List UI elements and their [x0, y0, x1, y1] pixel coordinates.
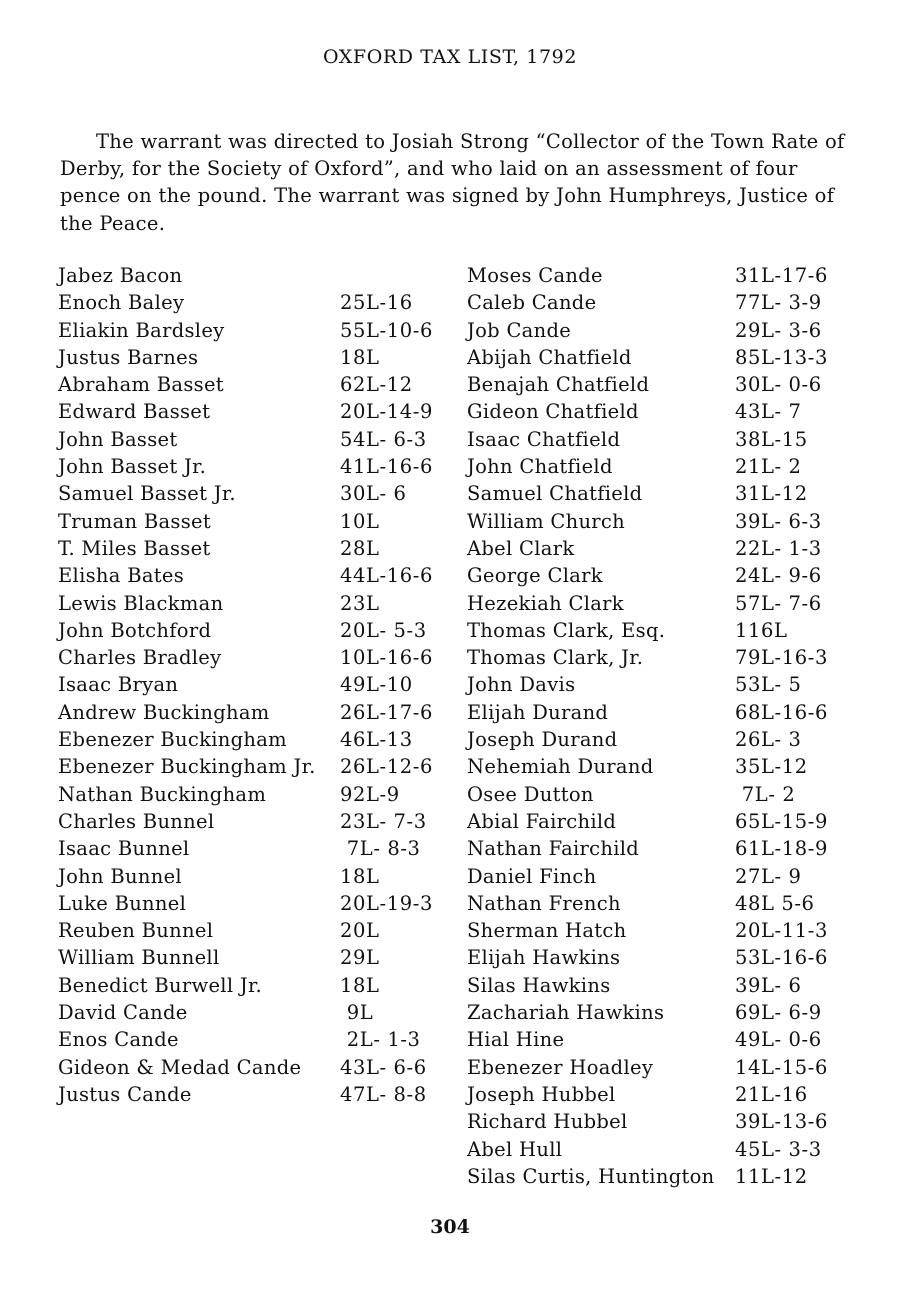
taxpayer-name: Lewis Blackman — [58, 591, 224, 615]
tax-entry-row — [58, 535, 468, 562]
tax-amount: 11L-12 — [735, 1164, 808, 1188]
taxpayer-name: John Chatfield — [467, 455, 613, 479]
tax-entry-row — [467, 317, 867, 344]
tax-entry-row — [58, 289, 468, 316]
tax-amount: 18L — [340, 973, 380, 997]
tax-amount: 46L-13 — [340, 728, 413, 752]
tax-amount: 68L-16-6 — [735, 700, 828, 724]
tax-amount: 23L- 7-3 — [340, 809, 427, 833]
tax-amount: 2L- 1-3 — [340, 1028, 421, 1052]
tax-entry-row — [58, 644, 468, 671]
tax-entry-row — [58, 1026, 468, 1053]
tax-entry-row — [58, 453, 468, 480]
tax-entry-row — [467, 972, 867, 999]
tax-amount: 20L-14-9 — [340, 400, 433, 424]
tax-entry-row — [467, 699, 867, 726]
taxpayer-name: T. Miles Basset — [58, 536, 211, 560]
tax-amount: 18L — [340, 864, 380, 888]
taxpayer-name: Jabez Bacon — [58, 264, 183, 287]
tax-amount: 18L — [340, 345, 380, 369]
taxpayer-name: Nathan French — [467, 891, 621, 915]
tax-amount: 41L-16-6 — [340, 455, 433, 479]
tax-amount: 53L-16-6 — [735, 946, 828, 970]
tax-entry-row — [58, 1081, 468, 1108]
tax-entry-row — [467, 999, 867, 1026]
tax-amount: 55L-10-6 — [340, 318, 433, 342]
tax-entry-row — [58, 480, 468, 507]
taxpayer-name: John Botchford — [58, 618, 212, 642]
taxpayer-name: Caleb Cande — [467, 291, 597, 315]
tax-entry-row — [467, 781, 867, 808]
taxpayer-name: Charles Bunnel — [58, 809, 215, 833]
tax-amount: 92L-9 — [340, 782, 400, 806]
tax-entry-row — [467, 562, 867, 589]
tax-amount: 10L-16-6 — [340, 646, 433, 670]
tax-entry-row — [58, 562, 468, 589]
tax-entry-row — [467, 344, 867, 371]
taxpayer-name: Benedict Burwell Jr. — [58, 973, 262, 997]
taxpayer-name: Eliakin Bardsley — [58, 318, 225, 342]
taxpayer-name: Hial Hine — [467, 1028, 565, 1052]
tax-amount: 69L- 6-9 — [735, 1001, 822, 1025]
taxpayer-name: Joseph Hubbel — [467, 1082, 616, 1106]
taxpayer-name: Ebenezer Buckingham Jr. — [58, 755, 316, 779]
tax-entry-row — [58, 726, 468, 753]
tax-amount: 26L- 3 — [735, 728, 802, 752]
tax-amount: 35L-12 — [735, 755, 808, 779]
tax-entry-row — [467, 617, 867, 644]
tax-entry-row — [467, 890, 867, 917]
tax-entry-row — [467, 944, 867, 971]
tax-entry-row — [467, 289, 867, 316]
taxpayer-name: Abial Fairchild — [467, 809, 617, 833]
tax-amount: 54L- 6-3 — [340, 427, 427, 451]
taxpayer-name: Elijah Durand — [467, 700, 609, 724]
tax-entry-row — [58, 808, 468, 835]
tax-amount: 21L-16 — [735, 1082, 808, 1106]
tax-entry-row — [58, 262, 468, 289]
intro-paragraph: The warrant was directed to Josiah Strong “Collector of the Town Rate of Derby, for the Society of Oxford”, and who laid on an assessment of four pence on the pound. The warrant was signed by John Humphreys, Justice of the Peace. — [60, 130, 845, 235]
tax-entry-row — [467, 398, 867, 425]
taxpayer-name: Isaac Bunnel — [58, 837, 190, 861]
tax-amount: 26L-17-6 — [340, 700, 433, 724]
tax-entry-row — [467, 1054, 867, 1081]
tax-entry-row — [58, 508, 468, 535]
taxpayer-name: Elisha Bates — [58, 564, 185, 588]
tax-entry-row — [58, 344, 468, 371]
tax-amount: 29L- 3-6 — [735, 318, 822, 342]
tax-entry-row — [58, 617, 468, 644]
tax-entry-row — [58, 371, 468, 398]
taxpayer-name: Isaac Chatfield — [467, 427, 621, 451]
tax-entry-row — [58, 1054, 468, 1081]
tax-entry-row — [467, 1136, 867, 1163]
tax-amount: 7L- 2 — [735, 782, 796, 806]
taxpayer-name: Abijah Chatfield — [467, 345, 632, 369]
taxpayer-name: Samuel Chatfield — [467, 482, 643, 506]
tax-entry-row — [467, 508, 867, 535]
tax-entry-row — [467, 426, 867, 453]
taxpayer-name: Enos Cande — [58, 1028, 179, 1052]
tax-entry-row — [467, 1081, 867, 1108]
taxpayer-name: Isaac Bryan — [58, 673, 179, 697]
taxpayer-name: Enoch Baley — [58, 291, 185, 315]
tax-entry-row — [467, 835, 867, 862]
tax-entry-row — [467, 262, 867, 289]
taxpayer-name: Luke Bunnel — [58, 891, 187, 915]
tax-amount: 47L- 8-8 — [340, 1082, 427, 1106]
taxpayer-name: Daniel Finch — [467, 864, 597, 888]
taxpayer-name: Thomas Clark, Esq. — [467, 618, 666, 642]
tax-amount: 49L-10 — [340, 673, 413, 697]
tax-entry-row — [58, 753, 468, 780]
tax-amount: 49L- 0-6 — [735, 1028, 822, 1052]
taxpayer-name: Sherman Hatch — [467, 919, 627, 943]
tax-entry-row — [467, 535, 867, 562]
tax-amount: 27L- 9 — [735, 864, 802, 888]
taxpayer-name: Justus Cande — [58, 1082, 192, 1106]
tax-entry-row — [58, 863, 468, 890]
tax-entry-row — [467, 1108, 867, 1135]
tax-amount: 20L- 5-3 — [340, 618, 427, 642]
tax-entry-row — [58, 426, 468, 453]
tax-entry-row — [58, 317, 468, 344]
tax-amount: 23L — [340, 591, 380, 615]
tax-amount: 29L — [340, 946, 380, 970]
taxpayer-name: John Davis — [467, 673, 576, 697]
tax-entry-row — [467, 371, 867, 398]
tax-entry-row — [467, 753, 867, 780]
tax-list-left-column — [58, 262, 468, 1108]
tax-amount: 43L- 7 — [735, 400, 802, 424]
tax-amount: 30L- 6 — [340, 482, 407, 506]
tax-amount: 53L- 5 — [735, 673, 802, 697]
tax-entry-row — [467, 1163, 867, 1190]
taxpayer-name: Charles Bradley — [58, 646, 222, 670]
page-number: 304 — [430, 1216, 470, 1238]
taxpayer-name: William Bunnell — [58, 946, 220, 970]
tax-entry-row — [58, 917, 468, 944]
taxpayer-name: Silas Curtis, Huntington — [467, 1164, 715, 1188]
tax-amount: 21L- 2 — [735, 455, 802, 479]
taxpayer-name: Samuel Basset Jr. — [58, 482, 236, 506]
taxpayer-name: Gideon Chatfield — [467, 400, 639, 424]
tax-entry-row — [467, 480, 867, 507]
taxpayer-name: Benajah Chatfield — [467, 373, 650, 397]
tax-amount: 10L — [340, 509, 380, 533]
tax-amount: 43L- 6-6 — [340, 1055, 427, 1079]
taxpayer-name: Elijah Hawkins — [467, 946, 621, 970]
tax-entry-row — [58, 972, 468, 999]
tax-amount: 48L 5-6 — [735, 891, 815, 915]
taxpayer-name: David Cande — [58, 1001, 188, 1025]
tax-entry-row — [467, 726, 867, 753]
tax-amount: 39L-13-6 — [735, 1110, 828, 1134]
taxpayer-name: William Church — [467, 509, 626, 533]
tax-amount: 20L — [340, 919, 380, 943]
taxpayer-name: Richard Hubbel — [467, 1110, 628, 1134]
tax-amount: 20L-11-3 — [735, 919, 828, 943]
taxpayer-name: Nathan Fairchild — [467, 837, 640, 861]
taxpayer-name: Edward Basset — [58, 400, 211, 424]
taxpayer-name: Silas Hawkins — [467, 973, 611, 997]
taxpayer-name: Thomas Clark, Jr. — [467, 646, 644, 670]
tax-amount: 61L-18-9 — [735, 837, 828, 861]
tax-amount: 28L — [340, 536, 380, 560]
tax-entry-row — [58, 999, 468, 1026]
taxpayer-name: Nehemiah Durand — [467, 755, 654, 779]
tax-entry-row — [58, 671, 468, 698]
tax-entry-row — [58, 944, 468, 971]
tax-entry-row — [58, 398, 468, 425]
tax-amount: 30L- 0-6 — [735, 373, 822, 397]
tax-entry-row — [467, 863, 867, 890]
taxpayer-name: Job Cande — [467, 318, 572, 342]
tax-entry-row — [58, 699, 468, 726]
taxpayer-name: Joseph Durand — [467, 728, 618, 752]
taxpayer-name: Abraham Basset — [58, 373, 224, 397]
taxpayer-name: Justus Barnes — [58, 345, 199, 369]
tax-entry-row — [58, 890, 468, 917]
tax-amount: 79L-16-3 — [735, 646, 828, 670]
taxpayer-name: Hezekiah Clark — [467, 591, 624, 615]
tax-amount: 26L-12-6 — [340, 755, 433, 779]
tax-amount: 31L-17-6 — [735, 264, 828, 287]
taxpayer-name: Nathan Buckingham — [58, 782, 267, 806]
tax-entry-row — [58, 590, 468, 617]
taxpayer-name: Zachariah Hawkins — [467, 1001, 665, 1025]
tax-entry-row — [467, 590, 867, 617]
tax-amount: 25L-16 — [340, 291, 413, 315]
page-title: OXFORD TAX LIST, 1792 — [322, 46, 578, 68]
taxpayer-name: John Basset — [58, 427, 178, 451]
taxpayer-name: Abel Clark — [467, 536, 575, 560]
taxpayer-name: John Bunnel — [58, 864, 182, 888]
tax-entry-row — [58, 835, 468, 862]
tax-entry-row — [58, 781, 468, 808]
tax-amount: 85L-13-3 — [735, 345, 828, 369]
tax-amount: 20L-19-3 — [340, 891, 433, 915]
taxpayer-name: Abel Hull — [467, 1137, 563, 1161]
tax-amount: 31L-12 — [735, 482, 808, 506]
taxpayer-name: Andrew Buckingham — [58, 700, 270, 724]
tax-amount: 57L- 7-6 — [735, 591, 822, 615]
tax-amount: 9L — [340, 1001, 374, 1025]
tax-entry-row — [467, 671, 867, 698]
tax-entry-row — [467, 917, 867, 944]
tax-entry-row — [467, 453, 867, 480]
tax-amount: 38L-15 — [735, 427, 808, 451]
taxpayer-name: Reuben Bunnel — [58, 919, 214, 943]
taxpayer-name: John Basset Jr. — [58, 455, 207, 479]
tax-amount: 24L- 9-6 — [735, 564, 822, 588]
tax-amount: 7L- 8-3 — [340, 837, 421, 861]
taxpayer-name: Gideon & Medad Cande — [58, 1055, 302, 1079]
tax-entry-row — [467, 1026, 867, 1053]
taxpayer-name: Ebenezer Buckingham — [58, 728, 287, 752]
tax-amount: 14L-15-6 — [735, 1055, 828, 1079]
tax-amount: 116L — [735, 618, 788, 642]
tax-amount: 22L- 1-3 — [735, 536, 822, 560]
taxpayer-name: Osee Dutton — [467, 782, 594, 806]
taxpayer-name: Truman Basset — [58, 509, 212, 533]
taxpayer-name: Moses Cande — [467, 264, 603, 287]
tax-amount: 65L-15-9 — [735, 809, 828, 833]
tax-amount: 39L- 6-3 — [735, 509, 822, 533]
tax-entry-row — [467, 644, 867, 671]
tax-entry-row — [467, 808, 867, 835]
tax-amount: 39L- 6 — [735, 973, 802, 997]
tax-amount: 77L- 3-9 — [735, 291, 822, 315]
tax-amount: 44L-16-6 — [340, 564, 433, 588]
taxpayer-name: George Clark — [467, 564, 603, 588]
tax-amount: 62L-12 — [340, 373, 413, 397]
taxpayer-name: Ebenezer Hoadley — [467, 1055, 654, 1079]
tax-list-right-column — [467, 262, 867, 1190]
tax-amount: 45L- 3-3 — [735, 1137, 822, 1161]
